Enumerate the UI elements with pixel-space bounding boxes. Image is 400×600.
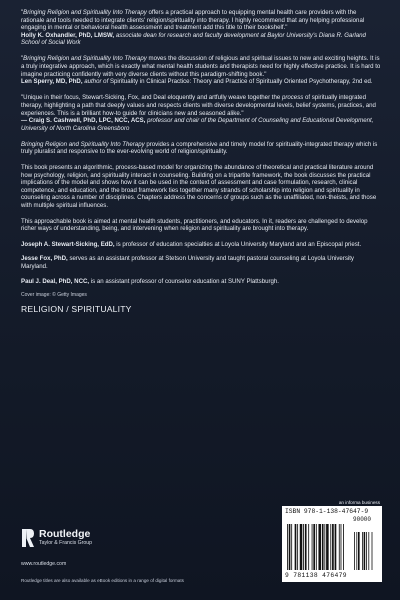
author-name: Jesse Fox, PhD, [21, 255, 68, 263]
author-bio-text: serves as an assistant professor at Stetson University and taught pastoral counseling at Loyola University Maryland. [21, 255, 354, 270]
author-name: Paul J. Deal, PhD, NCC, [21, 277, 90, 285]
barcode-digits: 9 781138 476479 [285, 572, 347, 579]
isbn-label: ISBN 978-1-138-47647-9 [285, 508, 369, 515]
endorsement-text-b: of spiritually integrated therapy, highlighting a path that deeply values and respects clients with diverse developmental levels, belief systems, practices, and experiences. This is a brilliant how-to guide for clinicians new and seasoned alike." [21, 94, 376, 117]
endorsement-text: moves the discussion of religious and spiritual issues to new and exciting heights. It is a truly integrative approach, which is exactly what mental health students and therapists need for highly effective practice. It is hard to imagine practicing confidently with very diverse clients without this paradigm-shifting book." [21, 55, 381, 78]
author-name: Joseph A. Stewart-Sicking, EdD, [21, 240, 115, 248]
endorser-name: Holly K. Oxhandler, PhD, LMSW, [21, 31, 115, 39]
endorsement-text: offers a practical approach to equipping mental health care providers with the rationale and tools needed to integrate clients' religion/spirituality into therapy. I highly recommend that any helping professional engaging in mental or behavioral health assessment and treatment add this title to their bookshelf." [21, 9, 365, 32]
blurb-description: This book presents an algorithmic, process-based model for organizing the abundance of theoretical and practical literature around how psychology, religion, and spirituality interact in counseling. Building on a tripartite framework, the book discusses the practical implications of the model and shows how it can be used in the context of assessment and case formulation, research, clinical competence, and education, and the broad framework ties together many strands of scholarship into religion and spirituality in counseling across a number of disciplines. Chapters address the concerns of groups such as the unaffiliated, non-theists, and those with multiple spiritual influences. [21, 164, 377, 209]
author-bio-1 [21, 241, 381, 249]
book-title-ref: Bringing Religion and Spirituality Into Therapy [23, 55, 147, 63]
publisher-url: www.routledge.com [21, 561, 67, 567]
cover-text [21, 9, 381, 313]
endorsement-emphasis: process [281, 94, 304, 102]
author-bio-text: is professor of education specialties at Loyola University Maryland and an Episcopal priest. [114, 240, 362, 248]
author-bio-2 [21, 255, 381, 270]
blurb-intro-text: provides a comprehensive and timely model for spirituality-integrated therapy which is truly pluralist and responsive to the ever-evolving world of religion/spirituality. [21, 140, 378, 156]
endorser-book-title: Spirituality in Clinical Practice: Theory and Practice of Spiritually Oriented Psychotherapy, 2nd ed. [109, 78, 373, 86]
blurb-intro [21, 141, 381, 156]
book-title-ref: Bringing Religion and Spirituality Into Therapy [21, 140, 145, 148]
subject-category: RELIGION / SPIRITUALITY [21, 303, 132, 314]
barcode-panel [282, 506, 382, 582]
endorsement-text-a: "Unique in their focus, Stewart-Sicking, Fox, and Deal eloquently and artfully weave together the [21, 94, 282, 102]
author-bio-3 [21, 278, 381, 286]
endorser-affiliation: professor and chair of the Department of Counseling and Educational Development, University of North Carolina Greensboro [21, 117, 374, 132]
cover-image-credit: Cover image: © Getty Images [21, 292, 87, 299]
blurb-audience: This approachable book is aimed at mental health students, practitioners, and educators. In it, readers are challenged to develop richer ways of understanding, being, and intervening when religion and spirituality are brought into therapy. [21, 217, 368, 233]
endorser-affiliation: associate dean for research and faculty development at Baylor University's Diana R. Garland School of Social Work [21, 31, 366, 47]
book-title-ref: Bringing Religion and Spirituality Into Therapy [23, 9, 147, 16]
informa-tagline: an informa business [338, 500, 380, 505]
barcode-icon [285, 516, 379, 572]
endorser-name: Len Sperry, MD, PhD, [21, 78, 83, 86]
endorsement-2: "Bringing Religion and Spirituality Into Therapy moves the discussion of religious and spiritual issues to new and exciting heights. It is a truly integrative approach, which is exactly what mental health students and therapists need for highly effective practice. It is hard to imagine practicing confidently with very diverse clients without this paradigm-shifting book." Len Sperry, MD, PhD, author of Spirituality in Clinical Practice: Theory and Practice of Spiritually Oriented Psychotherapy, 2nd ed. [21, 55, 381, 86]
author-bio-text: is an assistant professor of counselor education at SUNY Plattsburgh. [89, 277, 279, 285]
ebook-note: Routledge titles are also available as eBook editions in a range of digital formats [21, 578, 184, 583]
cover-footer [21, 500, 381, 595]
publisher-subtitle: Taylor & Francis Group [39, 540, 93, 546]
endorser-name: — Craig S. Cashwell, PhD, LPC, NCC, ACS, [21, 117, 146, 125]
price-addon-number: 90000 [353, 516, 372, 523]
endorser-affiliation-prefix: author of [82, 78, 110, 86]
endorsement-1: "Bringing Religion and Spirituality Into Therapy offers a practical approach to equipping mental health care providers with the rationale and tools needed to integrate clients' religion/spirituality into therapy. I highly recommend that any helping professional engaging in mental or behavioral health assessment and treatment add this title to their bookshelf." Holly K. Oxhandler, PhD, LMSW, associate dean for research and faculty development at Baylor University's Diana R. Garland School of Social Work [21, 9, 366, 47]
endorsement-3 [21, 94, 381, 132]
barcode-area [282, 500, 382, 582]
publisher-name: Routledge [39, 528, 91, 540]
publisher-logo [21, 528, 141, 568]
routledge-mark-icon [21, 528, 35, 548]
